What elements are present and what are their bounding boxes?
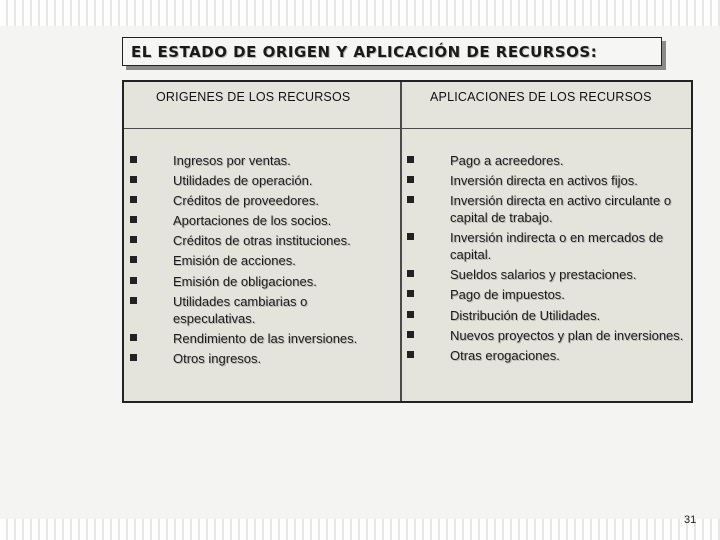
list-item — [130, 212, 392, 229]
list-item-text: Ingresos por ventas. — [173, 153, 291, 168]
list-item — [130, 350, 392, 367]
list-item — [407, 172, 687, 189]
list-item — [130, 273, 392, 290]
square-bullet-icon — [130, 176, 137, 183]
list-item-text: Rendimiento de las inversiones. — [173, 330, 358, 346]
list-item-text: Otros ingresos. — [173, 350, 262, 366]
square-bullet-icon — [407, 311, 414, 318]
list-item — [130, 293, 392, 327]
bottom-decorative-border — [0, 519, 720, 540]
square-bullet-icon — [407, 196, 414, 203]
list-item-text: Emisión de acciones. — [173, 253, 296, 269]
list-item — [130, 330, 392, 347]
square-bullet-icon — [130, 334, 137, 341]
list-item-text: Utilidades cambiarias o especulativas. — [173, 293, 308, 326]
square-bullet-icon — [407, 156, 414, 163]
list-item — [407, 152, 687, 169]
list-item — [407, 347, 687, 364]
square-bullet-icon — [407, 233, 414, 240]
list-item-text: Nuevos proyectos y plan de inversiones. — [450, 327, 684, 343]
list-item-text: Créditos de proveedores. — [173, 193, 319, 209]
list-item — [407, 307, 687, 324]
list-item-text: Inversión indirecta o en mercados de capital. — [450, 230, 664, 263]
list-item-text: Sueldos salarios y prestaciones. — [450, 267, 637, 283]
square-bullet-icon — [407, 176, 414, 183]
list-item-text: Créditos de otras instituciones. — [173, 233, 351, 249]
list-item — [407, 192, 687, 226]
header-divider — [124, 128, 691, 129]
list-item — [130, 232, 392, 249]
list-item-text: Inversión directa en activo circulante o capital de trabajo. — [450, 193, 672, 226]
list-item-text: Inversión directa en activos fijos. — [450, 173, 638, 189]
sources-uses-table — [122, 80, 693, 403]
square-bullet-icon — [407, 351, 414, 358]
uses-list — [407, 152, 687, 367]
list-item-text: Aportaciones de los socios. — [173, 213, 332, 229]
list-item — [130, 252, 392, 269]
list-item — [407, 266, 687, 283]
list-item — [407, 286, 687, 303]
sources-header: ORIGENES DE LOS RECURSOS — [156, 90, 351, 104]
list-item — [130, 152, 392, 169]
sources-list — [130, 152, 392, 370]
list-item-text: Utilidades de operación. — [173, 173, 313, 189]
square-bullet-icon — [130, 277, 137, 284]
square-bullet-icon — [130, 216, 137, 223]
list-item — [130, 172, 392, 189]
page-number: 31 — [684, 514, 697, 526]
list-item — [407, 229, 687, 263]
column-divider — [400, 82, 402, 401]
list-item — [130, 192, 392, 209]
uses-header: APLICACIONES DE LOS RECURSOS — [430, 90, 652, 104]
list-item-text: Emisión de obligaciones. — [173, 273, 317, 289]
title-box — [122, 37, 662, 66]
list-item-text: Distribución de Utilidades. — [450, 307, 601, 323]
square-bullet-icon — [130, 196, 137, 203]
square-bullet-icon — [130, 354, 137, 361]
square-bullet-icon — [130, 297, 137, 304]
square-bullet-icon — [130, 256, 137, 263]
square-bullet-icon — [407, 331, 414, 338]
top-decorative-border — [0, 0, 720, 26]
list-item-text: Pago de impuestos. — [450, 287, 565, 303]
list-item-text: Otras erogaciones. — [450, 347, 560, 363]
list-item-text: Pago a acreedores. — [450, 153, 564, 168]
page-title: EL ESTADO DE ORIGEN Y APLICACIÓN DE RECURSOS: — [131, 42, 598, 61]
square-bullet-icon — [407, 290, 414, 297]
square-bullet-icon — [130, 236, 137, 243]
square-bullet-icon — [407, 270, 414, 277]
square-bullet-icon — [130, 156, 137, 163]
list-item — [407, 327, 687, 344]
